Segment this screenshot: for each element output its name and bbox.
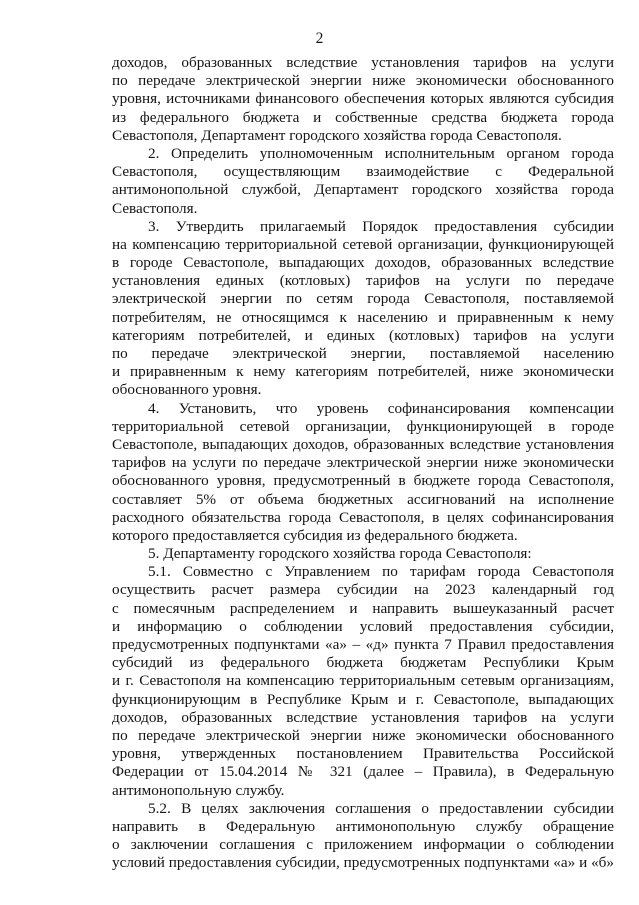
paragraph-item-2 bbox=[112, 145, 614, 218]
paragraph-continuation bbox=[112, 54, 614, 145]
text-line: Севастополя, Департамент городского хозяйства города Севастополя. bbox=[112, 126, 562, 144]
text-line: Севастополе, выпадающих доходов, образованных вследствие установления bbox=[112, 435, 614, 453]
text-line: субсидий из федерального бюджета бюджетам Республики Крым bbox=[112, 654, 614, 672]
text-line: территориальной сетевой организации, функционирующей в городе bbox=[112, 417, 614, 435]
text-line: Федерации от 15.04.2014 № 321 (далее – Правила), в Федеральную bbox=[112, 763, 614, 781]
text-line: обоснованного уровня. bbox=[112, 381, 262, 399]
paragraph-item-5-2 bbox=[112, 800, 614, 873]
text-line: 5.2. В целях заключения соглашения о предоставлении субсидии bbox=[148, 799, 614, 817]
text-line: составляет 5% от объема бюджетных ассигнований на исполнение bbox=[112, 490, 614, 508]
text-line: направить в Федеральную антимонопольную службу обращение bbox=[112, 817, 614, 835]
text-line: с помесячным распределением и направить вышеуказанный расчет bbox=[112, 599, 614, 617]
text-line: из федерального бюджета и собственные средства бюджета города bbox=[112, 108, 614, 126]
paragraph-item-3 bbox=[112, 218, 614, 400]
document-body bbox=[112, 54, 614, 872]
text-line: установления единых (котловых) тарифов на услуги по передаче bbox=[112, 272, 614, 290]
text-line: 5.1. Совместно с Управлением по тарифам города Севастополя bbox=[148, 563, 614, 581]
text-line: 4. Установить, что уровень софинансирования компенсации bbox=[148, 399, 614, 417]
text-line: и г. Севастополя на компенсацию территориальным сетевым организациям, bbox=[112, 672, 614, 690]
text-line: Севастополя, осуществляющим взаимодействие с Федеральной bbox=[112, 163, 614, 181]
text-line: 2. Определить уполномоченным исполнительным органом города bbox=[148, 144, 614, 162]
text-line: антимонопольную службу. bbox=[112, 781, 285, 799]
text-line: по передаче электрической энергии ниже экономически обоснованного bbox=[112, 726, 614, 744]
page-number: 2 bbox=[315, 30, 324, 47]
text-line: 5. Департаменту городского хозяйства города Севастополя: bbox=[148, 545, 532, 563]
text-line: категориям потребителей, и единых (котловых) тарифов на услуги bbox=[112, 326, 614, 344]
text-line: антимонопольной службой, Департамент городского хозяйства города bbox=[112, 181, 614, 199]
text-line: которого предоставляется субсидия из федерального бюджета. bbox=[112, 526, 518, 544]
text-line: 3. Утвердить прилагаемый Порядок предоставления субсидии bbox=[148, 217, 614, 235]
text-line: по передаче электрической энергии ниже экономически обоснованного bbox=[112, 72, 614, 90]
text-line: по передаче электрической энергии, поставляемой населению bbox=[112, 345, 614, 362]
text-line: и приравненным к нему категориям потребителей, ниже экономически bbox=[112, 363, 614, 381]
text-line: функционирующим в Республике Крым и г. Севастополе, выпадающих bbox=[112, 690, 614, 708]
text-line: потребителям, не относящимся к населению и приравненным к нему bbox=[112, 308, 614, 326]
text-line: о заключении соглашения с приложением информации о соблюдении bbox=[112, 836, 614, 854]
text-line: тарифов на услуги по передаче электрической энергии ниже экономически bbox=[112, 454, 614, 472]
text-line: электрической энергии по сетям города Севастополя, поставляемой bbox=[112, 290, 614, 308]
text-line: уровня, источниками финансового обеспечения которых являются субсидия bbox=[112, 90, 614, 108]
text-line: обоснованного уровня, предусмотренный в бюджете города Севастополя, bbox=[112, 472, 614, 490]
text-line: и информацию о соблюдении условий предоставления субсидии, bbox=[112, 617, 614, 635]
text-line: уровня, утвержденных постановлением Правительства Российской bbox=[112, 745, 614, 763]
text-line: Севастополя. bbox=[112, 199, 198, 217]
text-line: условий предоставления субсидии, предусмотренных подпунктами «а» и «б» bbox=[112, 854, 614, 872]
text-line: доходов, образованных вследствие установления тарифов на услуги bbox=[112, 54, 614, 71]
paragraph-item-5-1 bbox=[112, 563, 614, 799]
paragraph-item-4 bbox=[112, 400, 614, 546]
text-line: осуществить расчет размера субсидии на 2023 календарный год bbox=[112, 581, 614, 599]
text-line: предусмотренных подпунктами «а» – «д» пункта 7 Правил предоставления bbox=[112, 636, 614, 653]
text-line: в городе Севастополе, выпадающих доходов, образованных вследствие bbox=[112, 254, 614, 272]
paragraph-item-5 bbox=[112, 545, 614, 563]
text-line: расходного обязательства города Севастополя, в целях софинансирования bbox=[112, 508, 614, 526]
text-line: на компенсацию территориальной сетевой организации, функционирующей bbox=[112, 235, 614, 253]
text-line: доходов, образованных вследствие установления тарифов на услуги bbox=[112, 708, 614, 726]
